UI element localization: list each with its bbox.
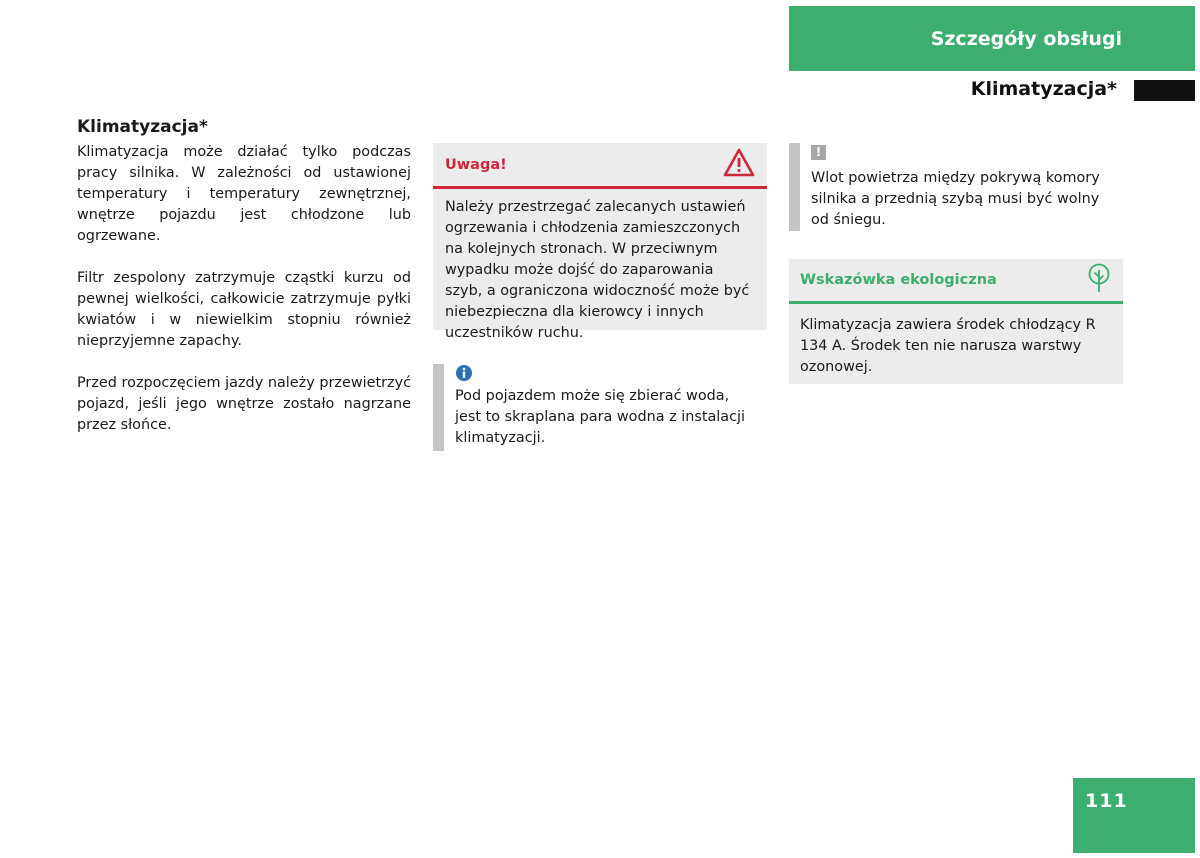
page-number-tab xyxy=(1073,778,1195,853)
warning-triangle-icon xyxy=(723,148,755,181)
paragraph: Klimatyzacja może działać tylko podczas pracy silnika. W zależności od ustawionej temperatury i temperatury zewnętrznej, wnętrze pojazdu jest chłodzone lub ogrzewane. xyxy=(77,144,411,244)
info-note xyxy=(433,362,767,451)
info-note-text: Pod pojazdem może się zbierać woda, jest to skraplana para wodna z instalacji klimatyzacji. xyxy=(455,388,746,446)
warning-header xyxy=(433,143,767,189)
paragraph: Filtr zespolony zatrzymuje cząstki kurzu od pewnej wielkości, całkowicie zatrzymuje pyłki kwiatów i w niewielkim stopniu również nieprzyjemne zapachy. xyxy=(77,270,411,349)
caution-note-text: Wlot powietrza między pokrywą komory silnika a przednią szybą musi być wolny od śniegu. xyxy=(811,170,1100,228)
info-icon xyxy=(455,364,473,386)
main-text-column xyxy=(77,116,411,457)
eco-tip-title: Wskazówka ekologiczna xyxy=(800,272,997,288)
article-heading: Klimatyzacja* xyxy=(77,117,208,137)
paragraph: Przed rozpoczęciem jazdy należy przewietrzyć pojazd, jeśli jego wnętrze zostało nagrzane przez słońce. xyxy=(77,375,411,433)
caution-note xyxy=(789,143,1123,231)
note-bar xyxy=(789,143,800,231)
eco-tip-text: Klimatyzacja zawiera środek chłodzący R 134 A. Środek ten nie narusza warstwy ozonowej. xyxy=(800,317,1096,375)
note-bar xyxy=(433,364,444,451)
chapter-tab xyxy=(789,6,1195,71)
warning-box xyxy=(433,143,767,341)
chapter-title: Szczegóły obsługi xyxy=(930,27,1122,50)
eco-tip-box xyxy=(789,259,1123,384)
warning-title: Uwaga! xyxy=(445,156,507,173)
section-marker xyxy=(1134,80,1195,101)
page-number: 111 xyxy=(1085,790,1128,812)
warning-text: Należy przestrzegać zalecanych ustawień ogrzewania i chłodzenia zamieszczonych na kolejnych stronach. W przeciwnym wypadku może dojść do zaparowania szyb, a ograniczona widoczność może być niebezpieczna dla kierowcy i innych uczestników ruchu. xyxy=(445,199,750,341)
eco-tip-header xyxy=(789,259,1123,304)
section-header xyxy=(789,76,1195,100)
section-title: Klimatyzacja* xyxy=(970,78,1117,100)
tree-icon xyxy=(1087,263,1111,297)
exclamation-icon: ! xyxy=(811,145,826,160)
